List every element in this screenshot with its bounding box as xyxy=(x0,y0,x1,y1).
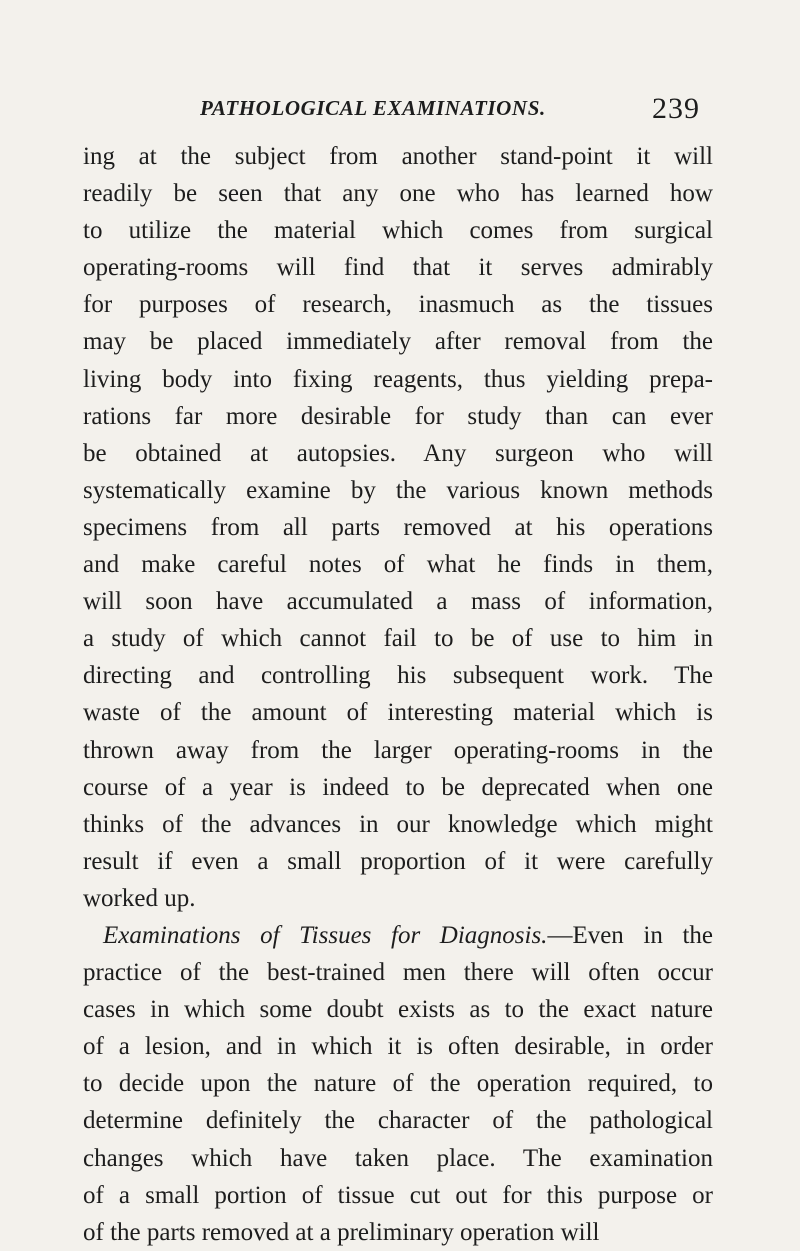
text-line: readily be seen that any one who has learned how xyxy=(83,180,713,208)
running-head: PATHOLOGICAL EXAMINATIONS. xyxy=(200,96,546,120)
text-line: to decide upon the nature of the operation required, to xyxy=(83,1070,713,1098)
text-line: be obtained at autopsies. Any surgeon who will xyxy=(83,439,713,467)
text-line: operating-rooms will find that it serves admirably xyxy=(83,254,713,282)
text-line: changes which have taken place. The examination xyxy=(83,1144,713,1172)
text-line: and make careful notes of what he finds in them, xyxy=(83,551,713,579)
text-line: for purposes of research, inasmuch as the tissues xyxy=(83,291,713,319)
text-line: living body into fixing reagents, thus yielding prepa- xyxy=(83,365,713,393)
text-line: determine definitely the character of the pathological xyxy=(83,1107,713,1135)
text-line: of the parts removed at a preliminary operation will xyxy=(83,1218,600,1246)
body-text xyxy=(83,138,713,1251)
text-line: practice of the best-trained men there will often occur xyxy=(83,959,713,987)
text-line: ing at the subject from another stand-point it will xyxy=(83,143,713,170)
page-number: 239 xyxy=(652,92,700,125)
text-line: course of a year is indeed to be deprecated when one xyxy=(83,773,713,801)
text-line: result if even a small proportion of it were carefully xyxy=(83,847,713,875)
text-line: a study of which cannot fail to be of use to him in xyxy=(83,625,713,653)
text-line: to utilize the material which comes from surgical xyxy=(83,217,713,245)
section-first-line xyxy=(83,917,713,954)
text-line: thrown away from the larger operating-rooms in the xyxy=(83,736,713,764)
text-line: may be placed immediately after removal from the xyxy=(83,328,713,356)
section-heading: Examinations of Tissues for Diagnosis. xyxy=(103,921,548,949)
text-line: systematically examine by the various known methods xyxy=(83,476,713,504)
section-first-line-text: —Even in the xyxy=(547,921,713,949)
text-line: thinks of the advances in our knowledge which might xyxy=(83,810,713,838)
text-line: of a small portion of tissue cut out for this purpose or xyxy=(83,1181,713,1209)
text-line: worked up. xyxy=(83,884,196,912)
text-line: directing and controlling his subsequent work. The xyxy=(83,662,713,690)
text-line: specimens from all parts removed at his operations xyxy=(83,513,713,541)
text-line: rations far more desirable for study than can ever xyxy=(83,402,713,430)
text-line: cases in which some doubt exists as to the exact nature xyxy=(83,996,713,1024)
text-line: of a lesion, and in which it is often desirable, in order xyxy=(83,1033,713,1061)
text-line: will soon have accumulated a mass of information, xyxy=(83,588,713,616)
text-line: waste of the amount of interesting material which is xyxy=(83,699,713,727)
